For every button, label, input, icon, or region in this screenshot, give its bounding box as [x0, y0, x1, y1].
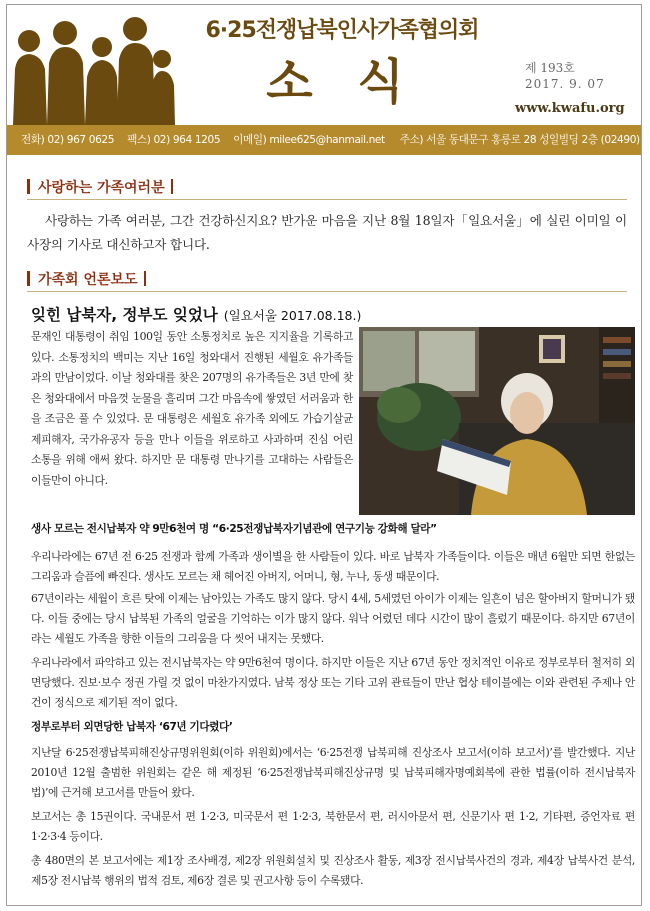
section-heading-press [27, 269, 146, 289]
contact-email[interactable]: 이메일) milee625@hanmail.net [233, 134, 385, 146]
article-title [31, 303, 361, 325]
article-paragraph: 67년이라는 세월이 흐른 탓에 이제는 남아있는 가족도 많지 않다. 당시 4세, 5세였던 아이가 이제는 일흔이 넘은 할아버지 할머니가 됐다. 이들 중에는 당시 납북된 가족의 얼굴을 기억하는 이가 많지 않다. 워낙 어렸던 데다 시간이 많이 흘렀기 때문이다. 하지만 67년이라는 세월도 가족을 향한 이들의 그리움을 다 씻어 내지는 못했다. [31, 592, 635, 645]
contact-fax: 팩스) 02) 964 1205 [127, 134, 221, 146]
newsletter-header [7, 5, 642, 125]
article-headline: 잊힌 납북자, 정부도 잊었나 [31, 306, 218, 324]
article-paragraph: 지난달 6·25전쟁납북피해진상규명위원회(이하 위원회)에서는 ‘6·25전쟁 납북피해 진상조사 보고서(이하 보고서)’를 발간했다. 지난 2010년 12월 출범한 위원회는 같은 해 제정된 ‘6·25전쟁납북피해진상규명 및 납북피해자명예회복에 관한 법률(이하 전시납북자법)’에 근거해 보고서를 만들어 왔다. [31, 746, 635, 799]
article-subheading: 정부로부터 외면당한 납북자 ‘67년 기다렸다’ [31, 721, 233, 733]
article-paragraph: 보고서는 총 15권이다. 국내문서 편 1·2·3, 미국문서 편 1·2·3, 북한문서 편, 러시아문서 편, 신문기사 편 1·2, 기타편, 증언자료 편 1·2·3·4 등이다. [31, 810, 635, 843]
article-intro: 문재인 대통령이 취임 100일 동안 소통정치로 높은 지지율을 기록하고 있다. 소통정치의 백미는 지난 16일 청와대서 진행된 세월호 유가족들과의 만남이었다. 이날 청와대를 찾은 207명의 유가족들은 3년 만에 찾은 청와대에서 마음껏 눈물을 흘리며 그간 마음속에 쌓였던 서러움과 한을 조금은 풀 수 있었다. 문 대통령은 세월호 유가족 외에도 가습기살균제피해자, 국가유공자 등을 만나 이들을 위로하고 사과하며 진심 어린 소통을 위해 애써 왔다. 하지만 문 대통령 만나기를 고대하는 사람들은 이들만이 아니다. [31, 330, 353, 487]
family-silhouette-logo [7, 7, 177, 125]
issue-number: 제 193호 [525, 61, 575, 75]
organization-name: 6·25전쟁납북인사가족협의회 [205, 18, 479, 43]
article-paragraph: 우리나라에는 67년 전 6·25 전쟁과 함께 가족과 생이별을 한 사람들이 있다. 바로 납북자 가족들이다. 이들은 매년 6월만 되면 한없는 그리움과 슬픔에 빠진다. 생사도 모르는 채 헤어진 아버지, 어머니, 형, 누나, 동생 때문이다. [31, 550, 635, 583]
section-heading-label: 가족회 언론보도 [38, 272, 138, 288]
article-source: (일요서울 2017.08.18.) [223, 308, 362, 323]
contact-bar [7, 125, 642, 155]
newsletter-title: 소 식 [266, 54, 418, 110]
website-link[interactable]: www.kwafu.org [515, 101, 625, 116]
article-subheading: 생사 모르는 전시납북자 약 9만6천여 명 “6·25전쟁납북자기념관에 연구기능 강화해 달라” [31, 523, 437, 535]
article-paragraph: 우리나라에서 파악하고 있는 전시납북자는 약 9만6천여 명이다. 하지만 이들은 지난 67년 동안 정치적인 이유로 정부로부터 철저히 외면당했다. 진보·보수 정권 가릴 것 없이 마찬가지였다. 남북 정상 또는 기타 고위 관료들이 만난 협상 테이블에는 이와 관련된 주제나 안건이 정식으로 제기된 적이 없다. [31, 656, 635, 709]
greeting-paragraph: 사랑하는 가족 여러분, 그간 건강하신지요? 반가운 마음을 지난 8월 18일자「일요서울」에 실린 이미일 이사장의 기사로 대신하고자 합니다. [27, 213, 627, 252]
newsletter-page [6, 4, 642, 906]
article-photo [359, 327, 635, 515]
section-heading-label: 사랑하는 가족여러분 [38, 180, 165, 196]
issue-date: 2017. 9. 07 [525, 77, 605, 91]
article-paragraph: 총 480면의 본 보고서에는 제1장 조사배경, 제2장 위원회설치 및 진상조사 활동, 제3장 전시납북사건의 경과, 제4장 납북사건 분석, 제5장 전시납북 행위의 법적 검토, 제6장 결론 및 권고사항 등이 수록됐다. [31, 854, 635, 887]
contact-phone: 전화) 02) 967 0625 [21, 134, 115, 146]
section-divider [27, 199, 627, 200]
contact-address: 주소) 서울 동대문구 홍릉로 28 성일빌딩 2층 (02490) [399, 134, 640, 146]
section-heading-family [27, 177, 173, 197]
section-divider [27, 291, 627, 292]
